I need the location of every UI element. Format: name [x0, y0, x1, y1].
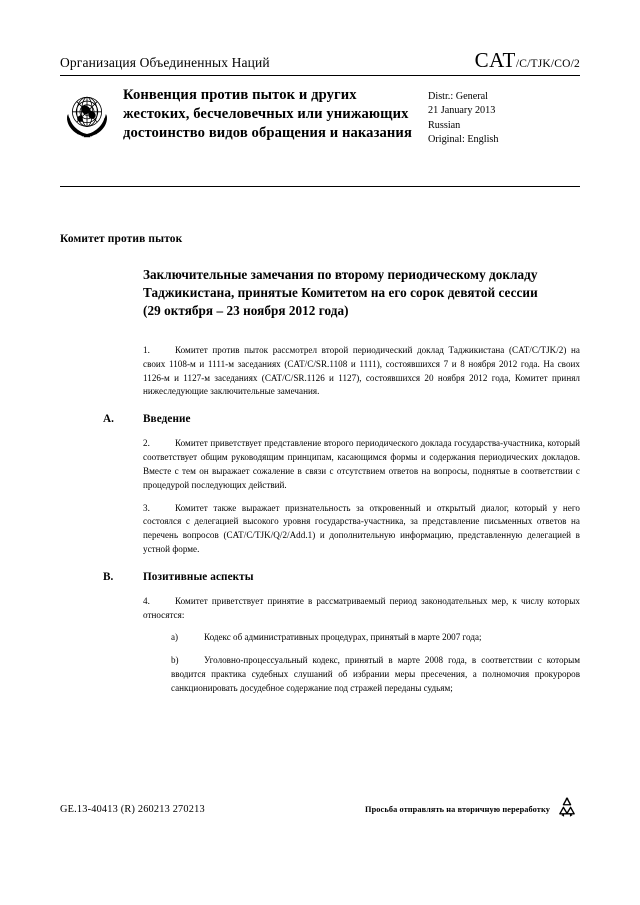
- organization-name: Организация Объединенных Наций: [60, 55, 270, 70]
- recycle-icon: [554, 795, 580, 821]
- masthead: [60, 48, 580, 148]
- section-letter: B.: [103, 570, 114, 583]
- document-symbol: [475, 48, 580, 73]
- paragraph: [0, 344, 640, 399]
- page-title: Заключительные замечания по второму периодическому докладу Таджикистана, принятые Комитетом на его сорок девятой сессии (29 октября – 23 ноября 2012 года): [143, 267, 538, 318]
- section-letter: A.: [103, 413, 115, 426]
- paragraph-text: Комитет приветствует принятие в рассматриваемый период законодательных мер, к числу которых относятся:: [143, 595, 580, 620]
- subparagraph: [0, 654, 640, 695]
- subparagraph-label: a): [171, 632, 179, 643]
- subparagraph: [0, 631, 640, 645]
- paragraph-number: 4.: [143, 595, 150, 606]
- document-symbol-main: CAT: [474, 48, 516, 72]
- subparagraph-text: Уголовно-процессуальный кодекс, принятый в марте 2008 года, в соответствии с которым вводится практика судебных слушаний об избрании меры пресечения, а полномочия прокуроров санкционировать досудебное содержание под стражей переданы судьям;: [171, 655, 580, 693]
- paragraph: [0, 502, 640, 557]
- subparagraph-text: Кодекс об административных процедурах, принятый в марте 2007 года;: [204, 632, 482, 643]
- paragraph: [0, 437, 640, 492]
- paragraph-number: 1.: [143, 345, 150, 355]
- committee-name: Комитет против пыток: [60, 233, 183, 245]
- recycle-notice: [365, 798, 580, 821]
- convention-title: Конвенция против пыток и других жестоких, бесчеловечных или унижающих достоинство видов обращения и наказания: [123, 87, 412, 141]
- paragraph-text: Комитет приветствует представление второго периодического доклада государства-участника, который соответствует общим руководящим принципам, касающимся формы и содержания периодических докладов. Вместе с тем он выражает сожаление в связи с отсутствием ответов на вопросы, поднятые в соответствии с процедурой последующих действий.: [143, 438, 580, 490]
- distribution-block: [422, 85, 580, 148]
- paragraph-text: Комитет против пыток рассмотрел второй периодический доклад Таджикистана (CAT/C/TJK/2) на своих 1108-м и 1111-м заседаниях (CAT/C/SR.1108 и 1111), состоявшихся 7 и 8 ноября 2012 года. На своих 1126-м и 1127-м заседаниях (CAT/C/SR.1126 и 1127), состоявшихся 20 ноября 2012 года, Комитет принял нижеследующие заключительные замечания.: [143, 345, 580, 397]
- distribution-date: 21 January 2013: [428, 105, 496, 117]
- distribution-distr: Distr.: General: [428, 91, 488, 102]
- page-footer: [60, 798, 580, 821]
- title-band: [60, 76, 580, 148]
- paragraph-number: 2.: [143, 438, 150, 449]
- paragraph: [0, 595, 640, 623]
- masthead-top-row: [60, 48, 580, 75]
- recycle-notice-text: Просьба отправлять на вторичную переработку: [365, 805, 550, 814]
- masthead-rule-bottom: [60, 186, 580, 187]
- distribution-language: Russian: [428, 119, 461, 131]
- document-symbol-suffix: /C/TJK/CO/2: [515, 58, 580, 70]
- subparagraph-label: b): [171, 655, 179, 666]
- section-heading-positive-aspects: [0, 571, 640, 583]
- distribution-original: Original: English: [428, 134, 499, 146]
- section-title: Введение: [143, 413, 191, 426]
- paragraph-number: 3.: [143, 502, 150, 513]
- section-heading-introduction: [0, 413, 640, 425]
- paragraph-text: Комитет также выражает признательность за откровенный и открытый диалог, который у него состоялся с делегацией высокого уровня государства-участника, за представление письменных ответов на перечень вопросов (CAT/C/TJK/Q/2/Add.1) и дополнительную информацию, представленную делегацией в устной форме.: [143, 502, 580, 554]
- document-content: [0, 344, 640, 705]
- section-title: Позитивные аспекты: [143, 570, 254, 583]
- un-emblem: [60, 87, 114, 141]
- footer-document-code: GE.13-40413 (R) 260213 270213: [60, 804, 205, 815]
